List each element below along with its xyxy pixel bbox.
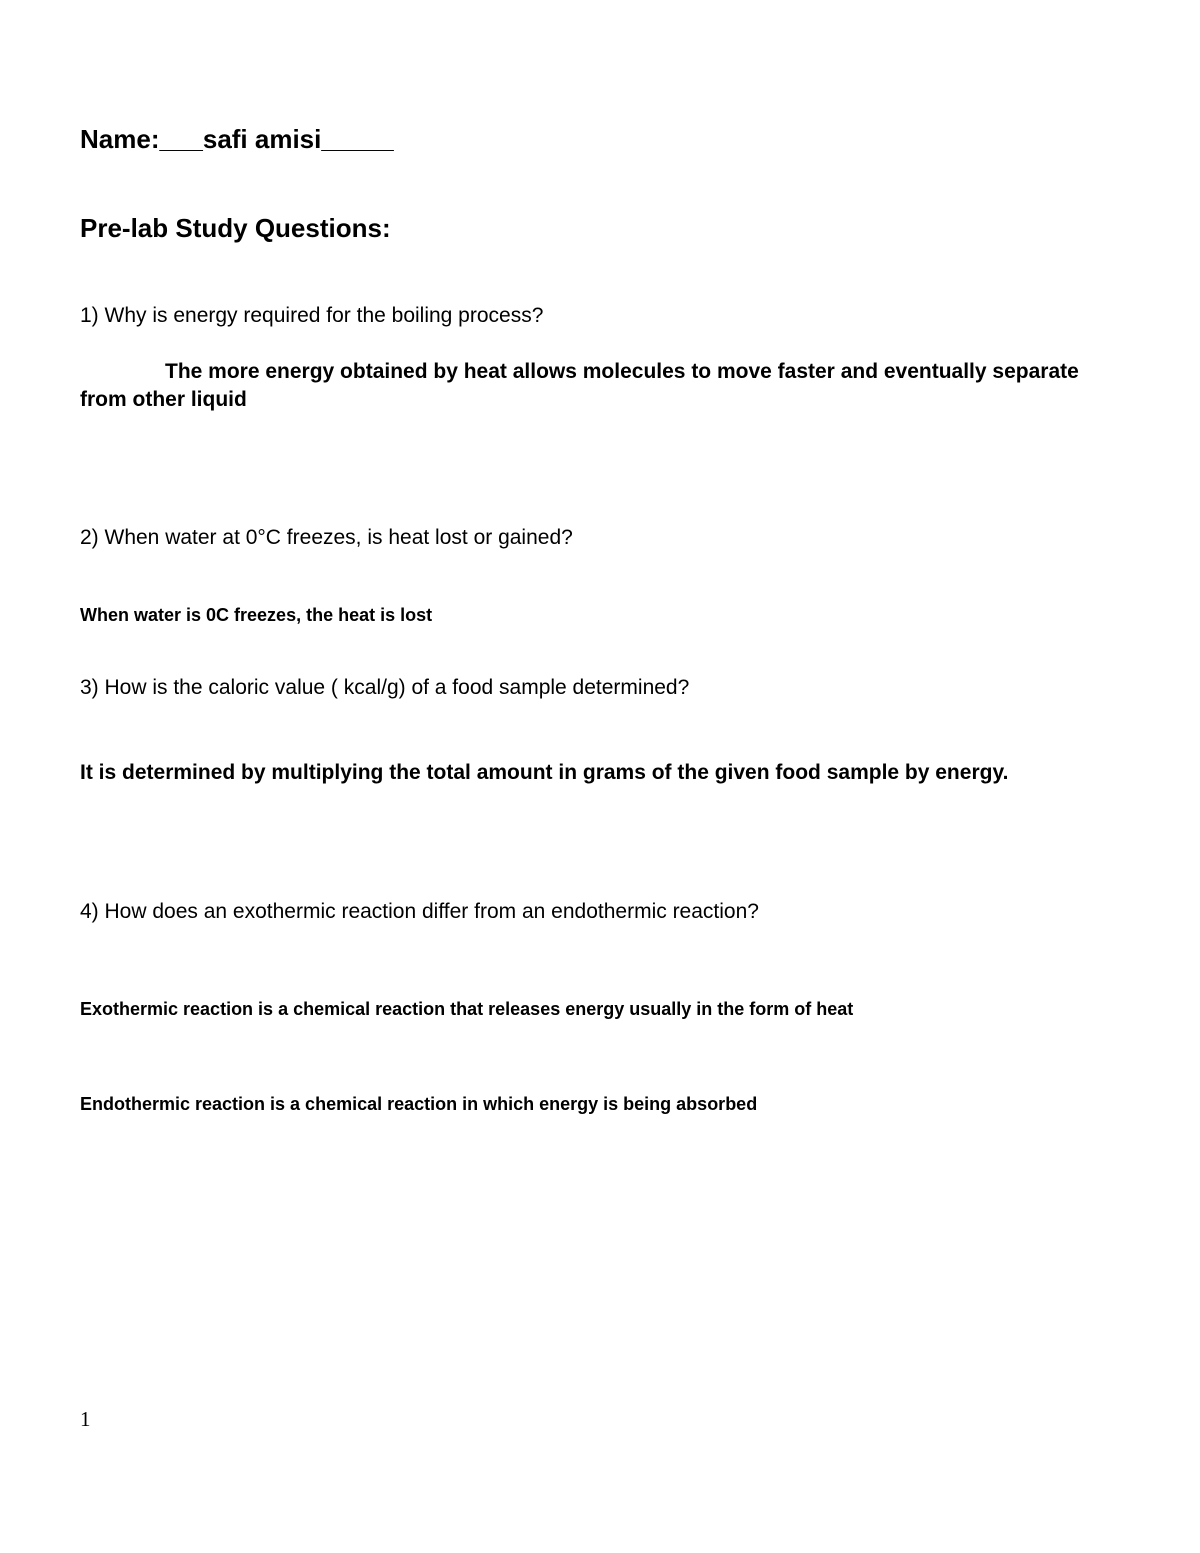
- question-3: 3) How is the caloric value ( kcal/g) of a food sample determined?: [80, 676, 690, 699]
- question-2: 2) When water at 0°C freezes, is heat lost or gained?: [80, 526, 573, 549]
- answer-1: The more energy obtained by heat allows molecules to move faster and eventually separate from other liquid: [80, 360, 1079, 411]
- page-title: Pre-lab Study Questions:: [80, 213, 391, 243]
- student-name-line: Name:___safi amisi_____: [80, 124, 394, 154]
- question-4: 4) How does an exothermic reaction differ from an endothermic reaction?: [80, 900, 759, 923]
- page-number: 1: [80, 1407, 91, 1431]
- question-1: 1) Why is energy required for the boiling process?: [80, 304, 544, 327]
- answer-3: It is determined by multiplying the total amount in grams of the given food sample by energy.: [80, 761, 1009, 784]
- answer-4-exothermic: Exothermic reaction is a chemical reaction that releases energy usually in the form of heat: [80, 999, 854, 1019]
- answer-4-endothermic: Endothermic reaction is a chemical reaction in which energy is being absorbed: [80, 1094, 758, 1114]
- answer-2: When water is 0C freezes, the heat is lost: [80, 605, 433, 625]
